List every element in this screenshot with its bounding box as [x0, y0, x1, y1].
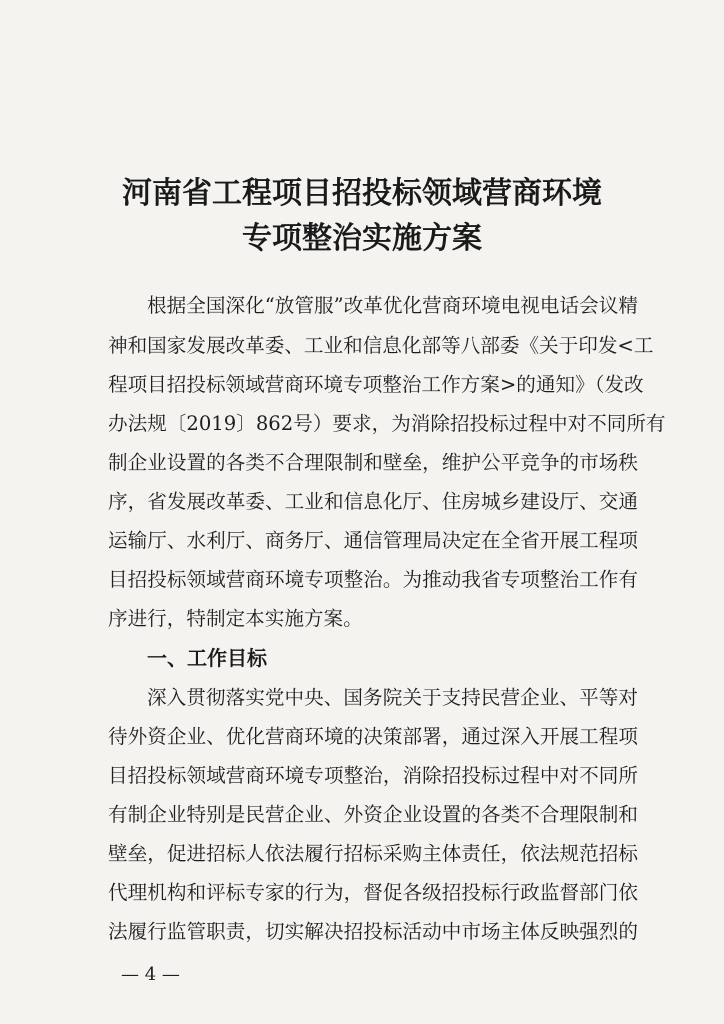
section-line: 目招投标领域营商环境专项整治，消除招投标过程中对不同所 — [108, 764, 638, 787]
section-line: 壁垒，促进招标人依法履行招标采购主体责任，依法规范招标 — [108, 842, 638, 865]
intro-line: 办法规〔2019〕862号）要求，为消除招投标过程中对不同所有 — [108, 412, 666, 435]
section-heading: 一、工作目标 — [147, 646, 267, 670]
page-number: — 4 — — [121, 964, 180, 985]
intro-line: 序进行，特制定本实施方案。 — [108, 607, 363, 630]
intro-line: 序，省发展改革委、工业和信息化厅、住房城乡建设厅、交通 — [108, 490, 638, 513]
section-line: 深入贯彻落实党中央、国务院关于支持民营企业、平等对 — [147, 686, 638, 709]
section-line: 待外资企业、优化营商环境的决策部署，通过深入开展工程项 — [108, 725, 638, 748]
intro-line: 制企业设置的各类不合理限制和壁垒，维护公平竞争的市场秩 — [108, 451, 638, 474]
intro-line: 程项目招投标领域营商环境专项整治工作方案>的通知》（发改 — [108, 373, 644, 396]
intro-line: 目招投标领域营商环境专项整治。为推动我省专项整治工作有 — [108, 568, 638, 591]
section-line: 代理机构和评标专家的行为，督促各级招投标行政监督部门依 — [108, 881, 638, 904]
section-line: 有制企业特别是民营企业、外资企业设置的各类不合理限制和 — [108, 803, 638, 826]
document-title-line-2: 专项整治实施方案 — [242, 221, 482, 256]
intro-line: 根据全国深化“放管服”改革优化营商环境电视电话会议精 — [147, 294, 638, 317]
intro-line: 运输厅、水利厅、商务厅、通信管理局决定在全省开展工程项 — [108, 529, 638, 552]
section-line: 法履行监管职责，切实解决招投标活动中市场主体反映强烈的 — [108, 920, 638, 943]
document-title-line-1: 河南省工程项目招投标领域营商环境 — [122, 176, 602, 211]
intro-line: 神和国家发展改革委、工业和信息化部等八部委《关于印发<工 — [108, 334, 654, 357]
